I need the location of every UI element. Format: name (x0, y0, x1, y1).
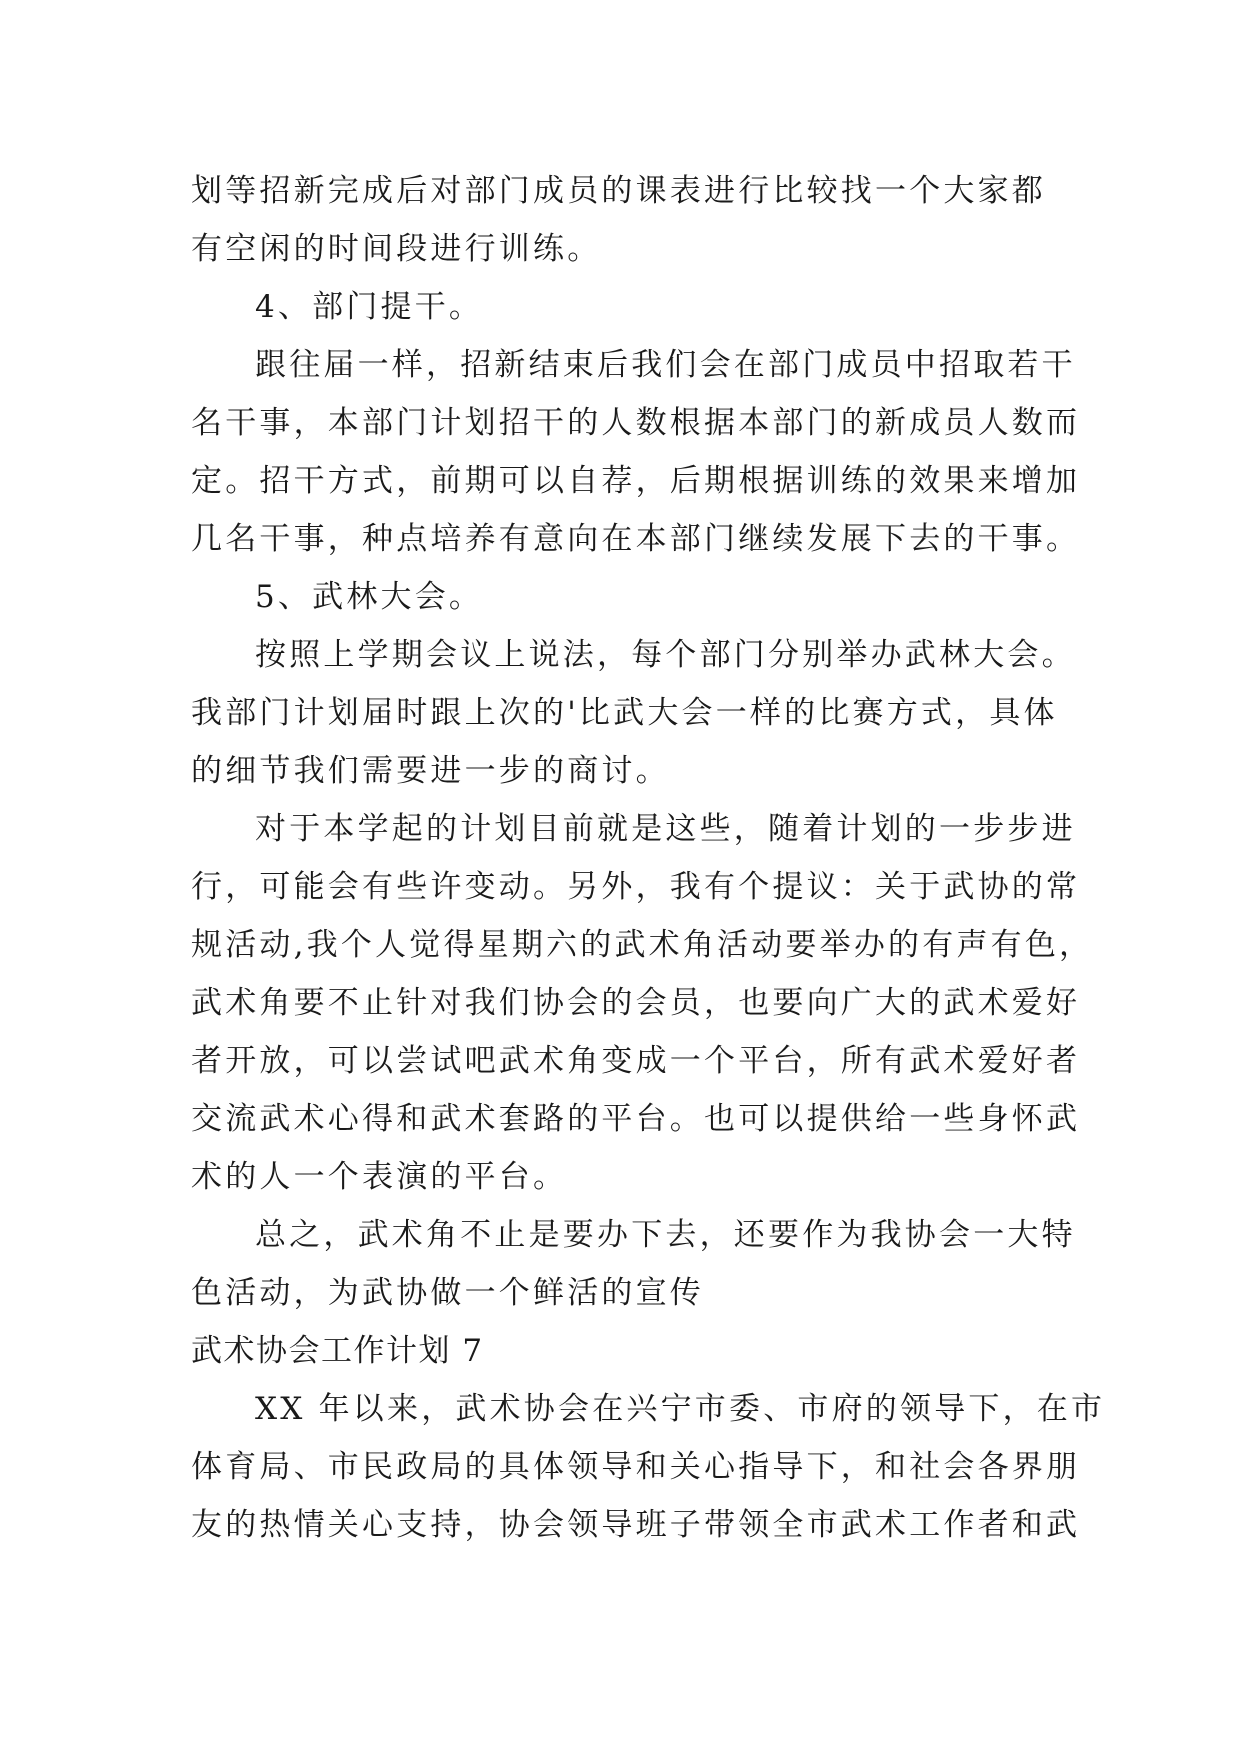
paragraph-line: 行，可能会有些许变动。另外，我有个提议：关于武协的常 (191, 869, 1081, 905)
paragraph-line: 对于本学起的计划目前就是这些，随着计划的一步步进 (255, 811, 1076, 847)
paragraph-line: 体育局、市民政局的具体领导和关心指导下，和社会各界朋 (191, 1449, 1081, 1485)
paragraph-line: 武术角要不止针对我们协会的会员，也要向广大的武术爱好 (191, 985, 1081, 1021)
paragraph-line: 规活动,我个人觉得星期六的武术角活动要举办的有声有色， (191, 927, 1094, 963)
paragraph-line: 名干事，本部门计划招干的人数根据本部门的新成员人数而 (191, 405, 1081, 441)
section-heading: 4、部门提干。 (255, 289, 484, 325)
paragraph-line: 总之，武术角不止是要办下去，还要作为我协会一大特 (255, 1217, 1076, 1253)
paragraph-line: 我部门计划届时跟上次的'比武大会一样的比赛方式，具体 (191, 695, 1058, 731)
section-heading: 5、武林大会。 (255, 579, 484, 615)
paragraph-line: 几名干事，种点培养有意向在本部门继续发展下去的干事。 (191, 521, 1081, 557)
paragraph-line: 定。招干方式，前期可以自荐，后期根据训练的效果来增加 (191, 463, 1081, 499)
section-title: 武术协会工作计划 7 (191, 1333, 484, 1369)
paragraph-line: 色活动，为武协做一个鲜活的宣传 (191, 1275, 704, 1311)
paragraph-line: 者开放，可以尝试吧武术角变成一个平台，所有武术爱好者 (191, 1043, 1081, 1079)
paragraph-line: 按照上学期会议上说法，每个部门分别举办武林大会。 (255, 637, 1076, 673)
paragraph-line: 术的人一个表演的平台。 (191, 1159, 568, 1195)
paragraph-line: 的细节我们需要进一步的商讨。 (191, 753, 670, 789)
paragraph-line: 交流武术心得和武术套路的平台。也可以提供给一些身怀武 (191, 1101, 1081, 1137)
paragraph-line: XX 年以来，武术协会在兴宁市委、市府的领导下，在市 (255, 1391, 1106, 1427)
paragraph-line: 划等招新完成后对部门成员的课表进行比较找一个大家都 (191, 173, 1046, 209)
paragraph-line: 友的热情关心支持，协会领导班子带领全市武术工作者和武 (191, 1507, 1081, 1543)
body-text (191, 162, 1106, 1554)
paragraph-line: 跟往届一样，招新结束后我们会在部门成员中招取若干 (255, 347, 1076, 383)
paragraph-line: 有空闲的时间段进行训练。 (191, 231, 602, 267)
